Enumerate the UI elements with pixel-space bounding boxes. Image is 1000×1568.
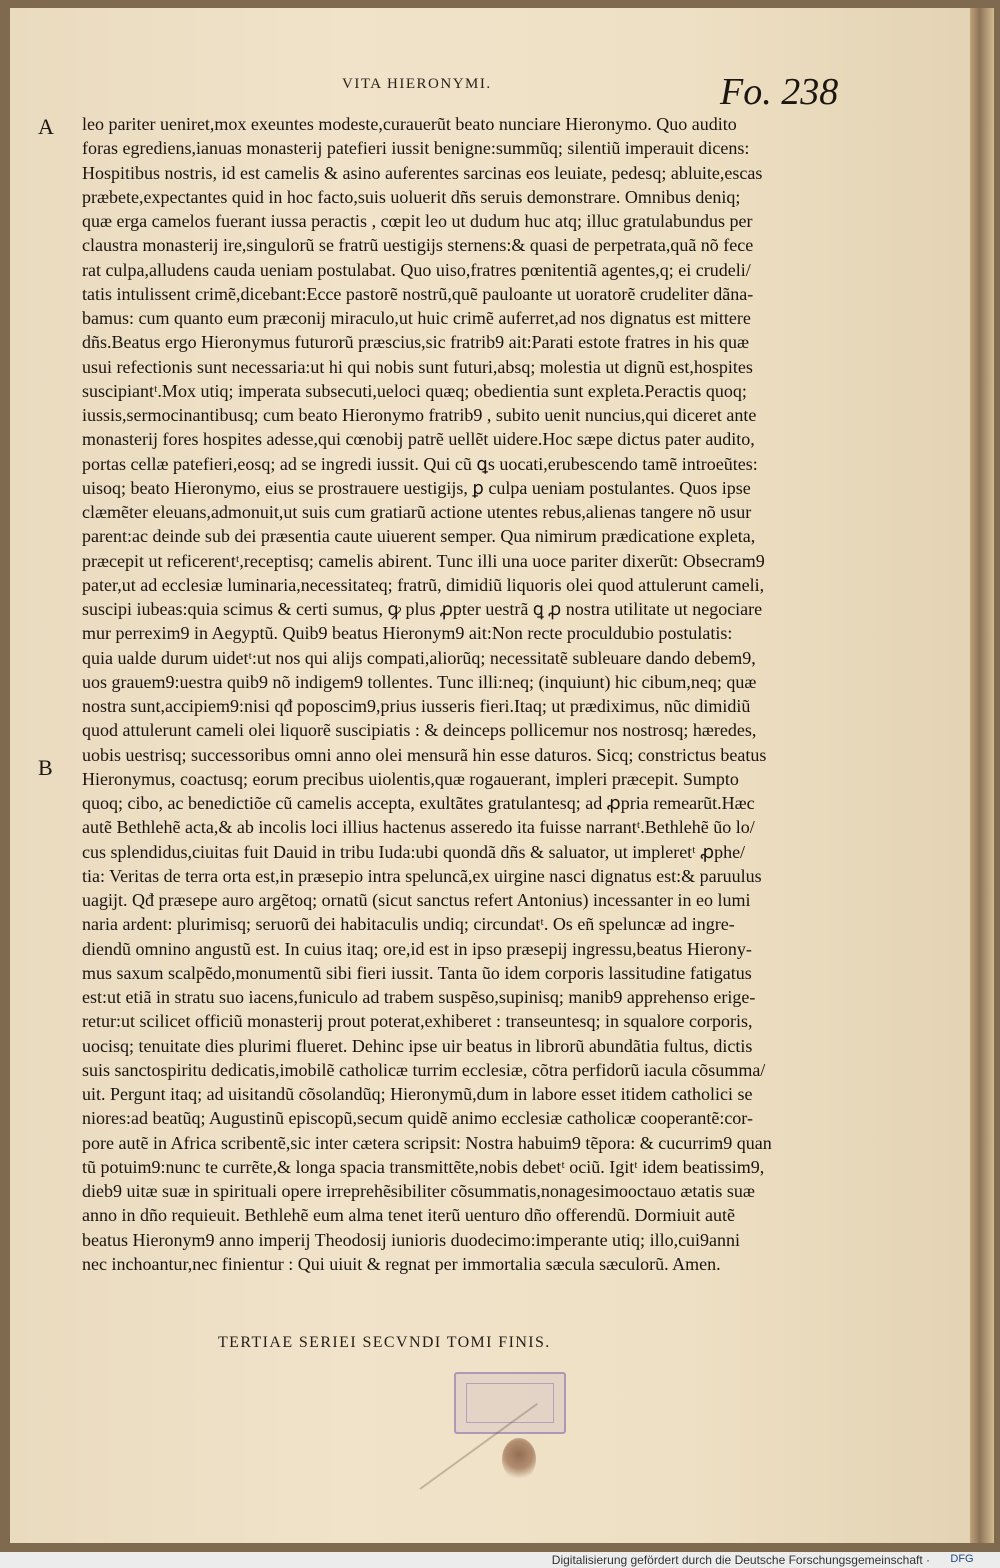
text-line: naria ardent: plurimisq; seruorũ dei habitaculis undiq; circundatᵗ. Os eñ speluncæ ad ingre- (82, 914, 735, 935)
text-line: pore autẽ in Africa scribentẽ,sic inter cætera scripsit: Nostra habuim9 tẽpora: & cucurrim9 quan (82, 1132, 772, 1153)
digitization-credit: Digitalisierung gefördert durch die Deutsche Forschungsgemeinschaft · (551, 1553, 930, 1567)
text-line: monasterij fores hospites adesse,qui cœnobij patrẽ uellẽt uidere.Hoc sæpe dictus pater audito, (82, 429, 755, 450)
text-line: suscipiantᵗ.Mox utiq; imperata subsecuti,ueloci quæq; obedientia sunt expleta.Peractis quoq; (82, 380, 747, 401)
text-line: mus saxum scalpẽdo,monumentũ sibi fieri iussit. Tanta ũo idem corporis lassitudine fatigatus (82, 962, 752, 983)
text-line: beatus Hieronym9 anno imperij Theodosij iunioris duodecimo:imperante utiq; illo,cui9anni (82, 1229, 741, 1250)
text-line: clæmẽter eleuans,admonuit,ut suis cum gratiarũ actione utentes rebus,alienas tangere nõ usur (82, 502, 752, 522)
text-line: quoq; cibo, ac benedictiõe cũ camelis accepta, exultãtes gratulantesq; ad ꝓpria remearũt.Hæc (82, 793, 755, 813)
text-line: dieb9 uitæ suæ in spirituali opere irreprehẽsibiliter cõsummatis,nonagesimooctauo ætatis suæ (82, 1181, 755, 1201)
text-line: est:ut etiã in stratu suo iacens,funiculo ad trabem suspẽso,supinisq; manib9 apprehenso erige- (82, 987, 756, 1007)
text-line: uobis uestrisq; successoribus omni anno olei mensurã hin esse daturos. Sicq; constrictus beatus (82, 744, 767, 765)
text-line: parent:ac deinde sub dei præsentia caute uiuerent semper. Qua nimirum prædicatione expleta, (82, 526, 756, 547)
text-line: quod attulerunt cameli olei liquorẽ suscipiatis : & deinceps pollicemur nos nostrosq; hæredes, (82, 720, 757, 741)
text-line: autẽ Bethlehẽ acta,& ab incolis loci illius hactenus asseredo ita fuisse narrantᵗ.Bethlehẽ ũo lo/ (82, 817, 755, 838)
page-edge-shadow (970, 8, 994, 1543)
text-line: portas cellæ patefieri,eosq; ad se ingredi iussit. Qui cũ ꝗs uocati,erubescendo tamẽ introeũtes: (82, 453, 758, 474)
text-line: uit. Pergunt itaq; ad uisitandũ cõsolandũq; Hieronymũ,dum in labore esset itidem catholici se (82, 1084, 753, 1104)
text-line: nostra sunt,accipiem9:nisi qđ poposcim9,prius iusseris fieri.Itaq; ut prædiximus, nũc dimidiũ (82, 696, 751, 716)
text-line: iussis,sermocinantibusq; cum beato Hieronymo fratrib9 , subito uenit nuncius,qui diceret ante (82, 405, 757, 425)
colophon: TERTIAE SERIEI SECVNDI TOMI FINIS. (218, 1334, 551, 1351)
text-line: foras egrediens,ianuas monasterij patefieri iussit benigne:summũq; silentiũ imperauit dicens: (82, 138, 750, 159)
text-line: usui refectionis sunt necessaria:ut hi qui nobis sunt futuri,absq; molestia ut dignũ est,hospites (82, 356, 753, 377)
text-line: uisoq; beato Hieronymo, eius se prostrauere uestigijs, ꝑ culpa ueniam postulantes. Quos ipse (82, 477, 751, 498)
text-line: mur perrexim9 in Aegyptũ. Quib9 beatus Hieronym9 ait:Non recte proculdubio postulatis: (82, 623, 733, 644)
text-line: suis sanctospiritu dedicatis,imobilẽ catholicæ turrim ecclesiæ, cõtra perfidorũ iacula cõsumma/ (82, 1059, 766, 1080)
text-line: quæ erga camelos fuerant iussa peractis , cœpit leo ut dudum huc atq; illuc gratulabundus per (82, 211, 753, 231)
text-line: quia ualde durum uidetᵗ:ut nos qui alijs compati,aliorũq; necessitatẽ subleuare dando debem9, (82, 647, 756, 668)
main-text (82, 112, 890, 1276)
text-line: præbete,expectantes quid in hoc facto,suis uoluerit dñs seruis demonstrare. Omnibus deniq; (82, 186, 741, 207)
text-line: rat culpa,alludens cauda ueniam postulabat. Quo uiso,fratres pœnitentiã agentes,q; ei crudeli/ (82, 259, 751, 280)
text-line: pater,ut ad ecclesiæ luminaria,necessitateq; fratrũ, dimidiũ liquoris olei quod attulerunt cameli, (82, 574, 765, 595)
margin-marker-a: A (38, 114, 54, 139)
text-line: diendũ omnino angustũ est. In cuius itaq; ore,id est in ipso præsepij ingressu,beatus Hierony- (82, 938, 752, 959)
text-line: tũ potuim9:nunc te currẽte,& longa spacia transmittẽte,nobis debetᵗ ociũ. Igitᵗ idem beatissim9, (82, 1156, 765, 1177)
running-head: VITA HIERONYMI. (342, 76, 492, 92)
dfg-logo: DFG (950, 1553, 974, 1565)
text-line: cus splendidus,ciuitas fuit Dauid in tribu Iuda:ubi quondã dñs & saluator, ut impleretᵗ ꝓphe/ (82, 841, 746, 862)
text-line: dñs.Beatus ergo Hieronymus futurorũ præscius,sic fratrib9 ait:Parati estote fratres in his quæ (82, 332, 750, 353)
text-line: leo pariter ueniret,mox exeuntes modeste,curauerũt beato nunciare Hieronymo. Quo audito (82, 114, 737, 134)
text-line: niores:ad beatũq; Augustinũ episcopũ,secum quidẽ animo ecclesiæ catholicæ cooperantẽ:cor- (82, 1108, 753, 1129)
text-line: uos grauem9:uestra quib9 nõ indigem9 tollentes. Tunc illi:neq; (inquiunt) hic cibum,neq; quæ (82, 671, 757, 692)
text-line: nec inchoantur,nec finientur : Qui uiuit & regnat per immortalia sæcula sæculorũ. Amen. (82, 1253, 721, 1274)
text-line: præcepit ut reficerentᵗ,receptisq; camelis abirent. Tunc illi una uoce pariter dixerũt: Obsecram9 (82, 550, 765, 571)
text-line: suscipi iubeas:quia scimus & certi sumus, ꝙ plus ꝓpter uestrã ꝗ ꝓ nostra utilitate ut negociare (82, 599, 763, 619)
paper-stain (502, 1438, 536, 1480)
text-line: tia: Veritas de terra orta est,in præsepio intra speluncã,ex uirgine nasci dignatus est:& paruulus (82, 865, 762, 886)
text-line: anno in dño requieuit. Bethlehẽ eum alma tenet iterũ uenturo dño offerendũ. Dormiuit autẽ (82, 1205, 735, 1226)
text-line: Hospitibus nostris, id est camelis & asino auferentes sarcinas eos leuiate, pedesq; abluite,escas (82, 162, 763, 183)
text-line: bamus: cum quanto eum præconij miraculo,ut huic crimẽ auferret,ad nos dignatus est mittere (82, 308, 751, 328)
text-line: tatis intulissent crimẽ,dicebant:Ecce pastorẽ nostrũ,quẽ pauloante ut uoratorẽ crudeliter dãna- (82, 283, 754, 304)
text-line: uagijt. Qđ præsepe auro argẽtoq; ornatũ (sicut sanctus refert Antonius) incessanter in eo lumi (82, 890, 751, 910)
text-line: uocisq; tenuitate dies plurimi flueret. Dehinc ipse uir beatus in librorũ abundãtia fultus, dictis (82, 1035, 753, 1056)
text-line: Hieronymus, coactusq; eorum precibus uiolentis,quæ rogauerant, impleri præcepit. Sumpto (82, 768, 739, 789)
text-line: retur:ut scilicet officiũ monasterij prout poterat,exhiberet : transeuntesq; in squalore corporis, (82, 1011, 753, 1032)
margin-marker-b: B (38, 755, 53, 780)
text-line: claustra monasterij ire,singulorũ se fratrũ uestigijs sternens:& quasi de perpetrata,quã nõ fece (82, 235, 754, 256)
folio-number: Fo. 238 (720, 71, 839, 113)
